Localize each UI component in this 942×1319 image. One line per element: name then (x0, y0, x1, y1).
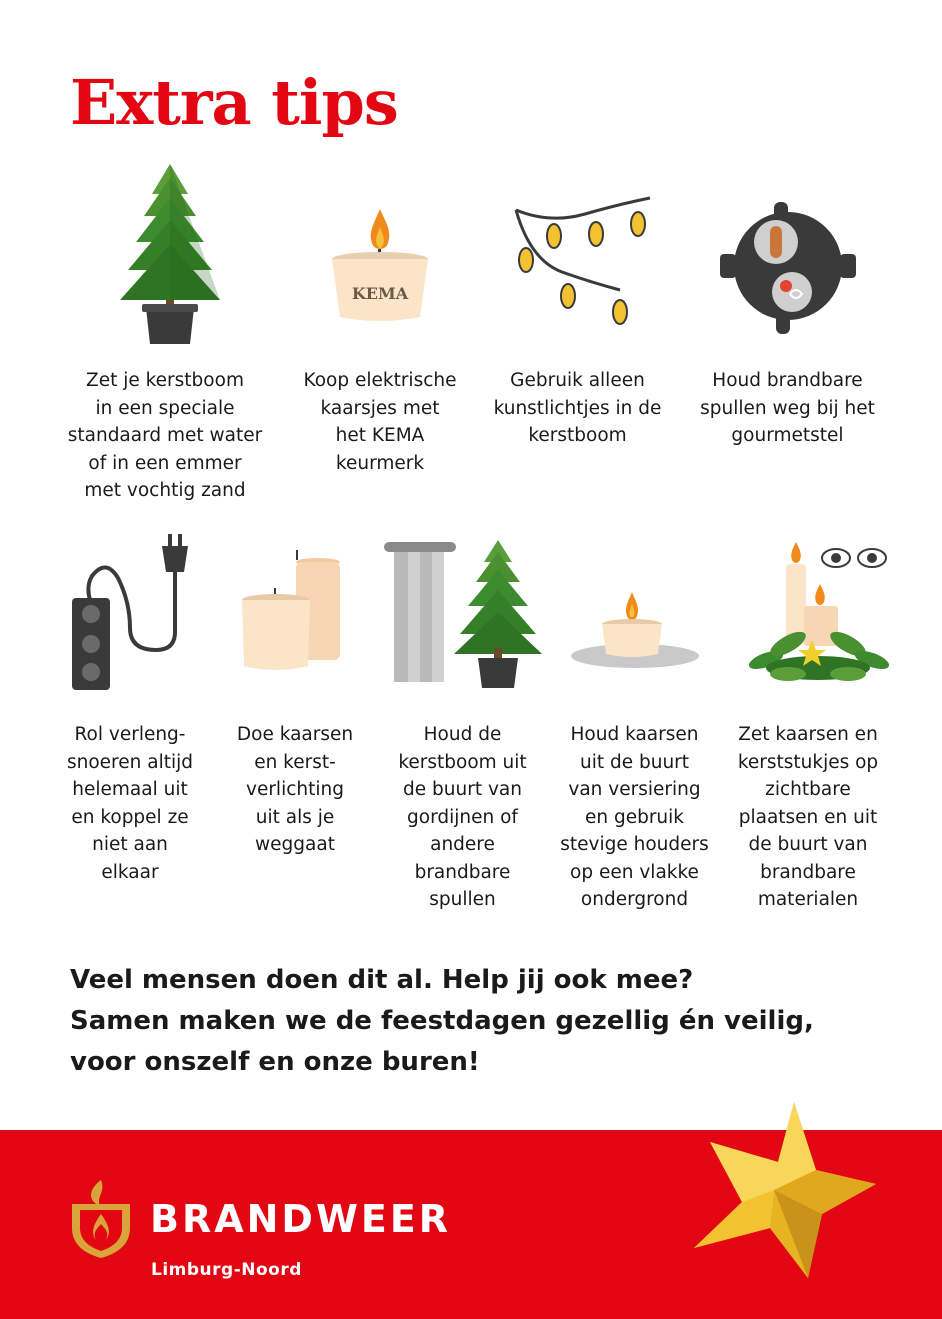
closing-message: Veel mensen doen dit al. Help jij ook mee? Samen maken we de feestdagen gezellig én veilig, voor onszelf en onze buren! (70, 965, 814, 1077)
tip-text-tree-curtains: Houd de kerstboom uit de buurt van gordijnen of andere brandbare spullen (398, 724, 527, 910)
kema-label: KEMA (351, 284, 409, 303)
tip-text-tree-stand: Zet je kerstboom in een speciale standaard met water of in een emmer met vochtig zand (67, 370, 263, 501)
brandweer-flame-logo-icon (66, 1178, 136, 1260)
tip-text-artificial-lights: Gebruik alleen kunstlichtjes in de kerstboom (493, 370, 662, 446)
string-lights-icon (510, 190, 660, 335)
brand-name: BRANDWEER (150, 1197, 452, 1241)
candle-arrangement-eyes-icon (748, 540, 890, 686)
candles-icon (240, 548, 346, 674)
tip-text-electric-candles: Koop elektrische kaarsjes met het KEMA keurmerk (303, 370, 457, 474)
power-strip-plug-icon (68, 532, 194, 694)
tip-text-visible-places: Zet kaarsen en kerststukjes op zichtbare plaatsen en uit de buurt van brandbare materialen (737, 724, 879, 910)
curtain-and-tree-icon (382, 536, 546, 694)
page-title: Extra tips (70, 66, 398, 139)
brand-region: Limburg-Noord (151, 1260, 302, 1280)
gourmet-grill-icon (718, 200, 858, 340)
tip-text-candle-holders: Houd kaarsen uit de buurt van versiering en gebruik stevige houders op een vlakke ondergrond (560, 724, 709, 910)
eyes-icon (822, 549, 886, 567)
tealight-on-plate-icon (568, 590, 702, 672)
gold-star-icon (690, 1098, 878, 1282)
christmas-tree-in-pot-icon (112, 160, 228, 350)
tip-text-gourmet: Houd brandbare spullen weg bij het gourmetstel (700, 370, 875, 446)
electric-candle-kema-icon (330, 205, 434, 330)
tip-text-candles-off: Doe kaarsen en kerst- verlichting uit als je weggaat (236, 724, 354, 855)
tip-text-extension-cords: Rol verleng- snoeren altijd helemaal uit en koppel ze niet aan elkaar (66, 724, 193, 883)
